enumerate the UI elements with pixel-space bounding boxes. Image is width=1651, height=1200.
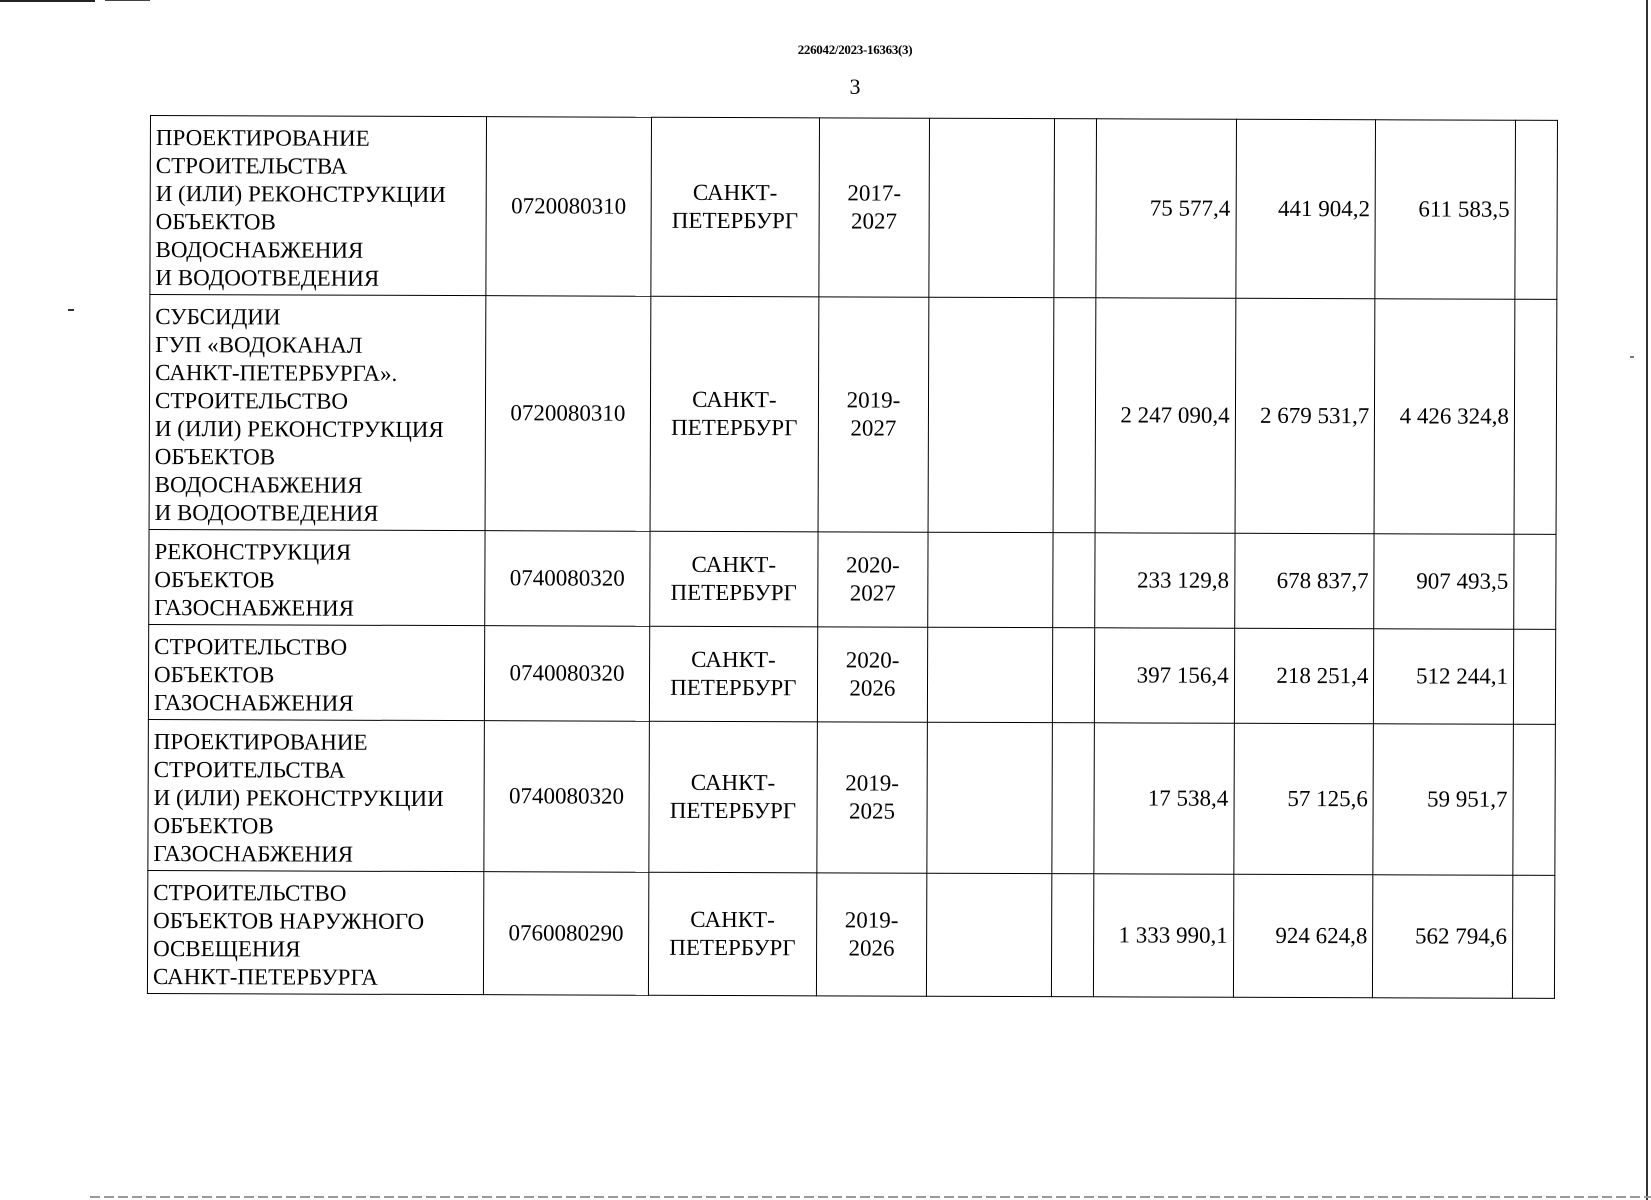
scan-edge-line (90, 1196, 1651, 1198)
value-cell-1: 233 129,8 (1095, 533, 1235, 628)
value-cell-2: 441 904,2 (1236, 119, 1376, 298)
table-row (149, 295, 1557, 535)
table-row (149, 529, 1556, 629)
empty-cell (1514, 299, 1557, 534)
empty-cell (1052, 628, 1094, 723)
empty-cell (1513, 724, 1556, 875)
value-cell-2: 2 679 531,7 (1235, 298, 1375, 533)
budget-code-cell: 0720080310 (486, 117, 651, 297)
value-cell-3: 907 493,5 (1374, 534, 1514, 629)
empty-cell (1051, 874, 1093, 997)
value-cell-3: 562 794,6 (1373, 875, 1513, 998)
object-name-cell: СТРОИТЕЛЬСТВО ОБЪЕКТОВ ГАЗОСНАБЖЕНИЯ (148, 624, 484, 720)
table-body (147, 116, 1557, 999)
city-cell: САНКТ- ПЕТЕРБУРГ (648, 872, 816, 996)
budget-code-cell: 0760080290 (483, 872, 648, 996)
value-cell-1: 1 333 990,1 (1093, 874, 1233, 997)
city-cell: САНКТ- ПЕТЕРБУРГ (650, 531, 818, 627)
scan-edge-line (1646, 0, 1648, 1200)
empty-cell (928, 532, 1053, 627)
years-cell: 2019- 2027 (818, 297, 929, 532)
budget-code-cell: 0740080320 (484, 721, 649, 873)
table-row (148, 624, 1555, 724)
object-name-cell: ПРОЕКТИРОВАНИЕ СТРОИТЕЛЬСТВА И (ИЛИ) РЕКОНСТРУКЦИИ ОБЪЕКТОВ ГАЗОСНАБЖЕНИЯ (148, 719, 485, 871)
value-cell-3: 59 951,7 (1373, 724, 1513, 875)
value-cell-1: 75 577,4 (1096, 119, 1236, 298)
value-cell-3: 4 426 324,8 (1374, 299, 1514, 534)
value-cell-1: 397 156,4 (1094, 628, 1234, 723)
budget-code-cell: 0720080310 (485, 296, 651, 532)
value-cell-2: 678 837,7 (1234, 533, 1374, 628)
data-table (147, 115, 1558, 999)
empty-cell (1053, 298, 1096, 533)
empty-cell (1513, 629, 1555, 724)
empty-cell (927, 722, 1052, 873)
scan-mark (68, 309, 74, 311)
table-row (147, 870, 1554, 998)
page-number: 3 (849, 74, 861, 99)
city-cell: САНКТ- ПЕТЕРБУРГ (650, 296, 819, 532)
object-name-cell: ПРОЕКТИРОВАНИЕ СТРОИТЕЛЬСТВА И (ИЛИ) РЕКОНСТРУКЦИИ ОБЪЕКТОВ ВОДОСНАБЖЕНИЯ И ВОДООТВЕДЕНИЯ (150, 116, 487, 296)
object-name-cell: СТРОИТЕЛЬСТВО ОБЪЕКТОВ НАРУЖНОГО ОСВЕЩЕНИЯ САНКТ-ПЕТЕРБУРГА (147, 870, 483, 994)
years-cell: 2020- 2026 (817, 627, 928, 722)
value-cell-2: 924 624,8 (1233, 874, 1373, 997)
years-cell: 2020- 2027 (818, 532, 929, 627)
empty-cell (1515, 120, 1558, 299)
object-name-cell: РЕКОНСТРУКЦИЯ ОБЪЕКТОВ ГАЗОСНАБЖЕНИЯ (149, 529, 485, 625)
years-cell: 2019- 2026 (816, 873, 927, 996)
scan-mark (1630, 356, 1634, 358)
value-cell-1: 2 247 090,4 (1095, 298, 1235, 533)
empty-cell (1052, 723, 1095, 874)
document-id: 226042/2023-16363(3) (797, 42, 913, 57)
empty-cell (929, 118, 1055, 297)
scan-edge-line (0, 0, 95, 2)
value-cell-3: 611 583,5 (1375, 120, 1515, 299)
object-name-cell: СУБСИДИИ ГУП «ВОДОКАНАЛ САНКТ-ПЕТЕРБУРГА». СТРОИТЕЛЬСТВО И (ИЛИ) РЕКОНСТРУКЦИЯ ОБЪЕКТОВ ВОДОСНАБЖЕНИЯ И ВОДООТВЕДЕНИЯ (149, 295, 486, 531)
value-cell-1: 17 538,4 (1094, 723, 1234, 874)
empty-cell (928, 297, 1054, 532)
city-cell: САНКТ- ПЕТЕРБУРГ (649, 626, 817, 722)
budget-code-cell: 0740080320 (485, 531, 650, 627)
empty-cell (927, 627, 1052, 722)
budget-code-cell: 0740080320 (484, 626, 649, 722)
value-cell-3: 512 244,1 (1374, 629, 1514, 724)
city-cell: САНКТ- ПЕТЕРБУРГ (651, 117, 820, 297)
value-cell-2: 57 125,6 (1234, 723, 1374, 874)
table-row (150, 116, 1558, 300)
empty-cell (1053, 533, 1095, 628)
years-cell: 2019- 2025 (817, 722, 928, 873)
scan-edge-line (105, 0, 150, 1)
city-cell: САНКТ- ПЕТЕРБУРГ (649, 721, 818, 873)
table-container (147, 115, 1558, 999)
years-cell: 2017- 2027 (819, 118, 930, 297)
empty-cell (927, 873, 1052, 996)
empty-cell (1054, 119, 1097, 298)
empty-cell (1512, 875, 1554, 998)
value-cell-2: 218 251,4 (1234, 628, 1374, 723)
table-row (148, 719, 1556, 875)
empty-cell (1514, 534, 1556, 629)
